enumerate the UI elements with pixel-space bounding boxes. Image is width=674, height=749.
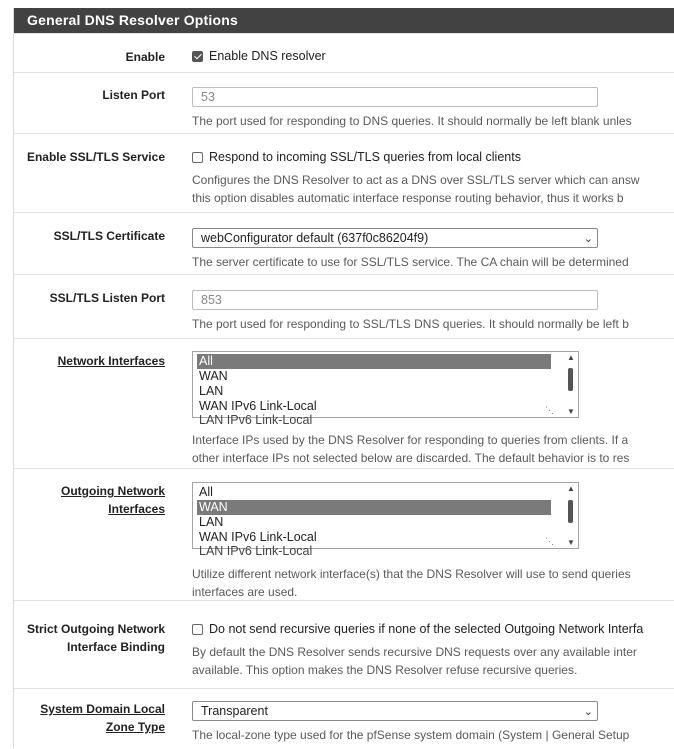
ssl-tls-service-label: Enable SSL/TLS Service [26,150,165,164]
network-interfaces-label[interactable] [14,352,165,370]
strict-binding-help-1: By default the DNS Resolver sends recursive DNS requests over any available inter [192,645,637,659]
strict-binding-help-2: available. This option makes the DNS Resolver refuse recursive queries. [192,663,578,677]
list-item[interactable]: WAN [199,369,228,383]
strict-binding-label-1: Strict Outgoing Network [27,622,165,636]
ssl-tls-service-help-2: this option disables automatic interface response routing behavior, thus it works b [192,191,624,205]
enable-checkbox[interactable] [192,51,203,62]
ssl-tls-service-checkbox-label[interactable]: Respond to incoming SSL/TLS queries from local clients [209,150,521,164]
list-item[interactable]: WAN [197,500,551,515]
resize-grip-icon[interactable]: ⋱ [545,536,554,546]
list-item[interactable]: All [197,354,551,369]
list-item[interactable]: WAN IPv6 Link-Local [199,399,317,413]
listen-port-label: Listen Port [102,88,165,102]
system-domain-zone-select[interactable] [192,701,598,721]
ssl-tls-service-checkbox[interactable] [192,152,203,163]
strict-binding-label [14,620,165,656]
strict-binding-label-2: Interface Binding [66,640,165,654]
list-item[interactable]: LAN [199,515,224,529]
list-item[interactable]: All [199,485,213,499]
panel-title: General DNS Resolver Options [14,8,674,33]
strict-binding-row [14,600,674,689]
scroll-up-icon[interactable]: ▲ [567,353,575,362]
network-interfaces-help-2: other interface IPs not selected below are discarded. The default behavior is to res [192,451,630,465]
list-item[interactable]: LAN IPv6 Link-Local [199,544,313,558]
chevron-down-icon: ⌄ [583,706,593,718]
system-domain-zone-help: The local-zone type used for the pfSense system domain (System | General Setup [192,728,630,742]
network-interfaces-row [14,338,674,469]
strict-binding-checkbox-label[interactable]: Do not send recursive queries if none of the selected Outgoing Network Interfa [209,622,644,636]
system-domain-zone-row [14,688,674,749]
ssl-tls-service-help-1: Configures the DNS Resolver to act as a DNS over SSL/TLS server which can answ [192,173,640,187]
ssl-tls-listen-port-row [14,274,674,339]
system-domain-zone-label[interactable] [14,700,165,736]
scroll-down-icon[interactable]: ▼ [567,538,575,547]
outgoing-interfaces-label-2[interactable]: Interfaces [108,502,165,516]
scrollbar[interactable] [564,352,578,417]
network-interfaces-label-text[interactable]: Network Interfaces [57,354,165,368]
network-interfaces-help-1: Interface IPs used by the DNS Resolver for responding to queries from clients. If a [192,433,629,447]
listen-port-row [14,72,674,134]
network-interfaces-listbox[interactable] [192,351,579,427]
ssl-tls-certificate-select[interactable] [192,228,598,248]
scroll-down-icon[interactable]: ▼ [567,407,575,416]
enable-row [14,33,674,73]
list-item[interactable]: LAN [199,384,224,398]
strict-binding-checkbox-group[interactable] [192,622,643,636]
outgoing-interfaces-label-1[interactable]: Outgoing Network [61,484,165,498]
ssl-tls-service-checkbox-group[interactable] [192,150,521,164]
list-item[interactable]: LAN IPv6 Link-Local [199,413,313,427]
ssl-tls-certificate-label: SSL/TLS Certificate [53,229,165,243]
outgoing-interfaces-listbox[interactable] [192,482,579,558]
system-domain-zone-value: Transparent [201,704,268,718]
ssl-tls-certificate-row [14,212,674,275]
chevron-down-icon: ⌄ [583,233,593,245]
ssl-tls-listen-port-help: The port used for responding to SSL/TLS DNS queries. It should normally be left b [192,317,629,331]
ssl-tls-listen-port-input[interactable]: 853 [192,290,598,310]
scrollbar-thumb[interactable] [568,368,573,391]
general-dns-resolver-panel [13,8,674,748]
ssl-tls-certificate-help: The server certificate to use for SSL/TLS service. The CA chain will be determined [192,255,629,269]
listen-port-help: The port used for responding to DNS queries. It should normally be left blank unles [192,114,632,128]
outgoing-interfaces-help-2: interfaces are used. [192,585,298,599]
system-domain-zone-label-1[interactable]: System Domain Local [40,702,165,716]
ssl-tls-certificate-value: webConfigurator default (637f0c86204f9) [201,231,429,245]
list-item[interactable]: WAN IPv6 Link-Local [199,530,317,544]
system-domain-zone-label-2[interactable]: Zone Type [105,720,165,734]
outgoing-interfaces-label[interactable] [14,482,165,518]
scrollbar[interactable] [564,483,578,548]
scrollbar-thumb[interactable] [568,500,573,523]
enable-checkbox-label[interactable]: Enable DNS resolver [209,49,326,63]
enable-checkbox-group[interactable] [192,49,326,63]
resize-grip-icon[interactable]: ⋱ [545,405,554,415]
listen-port-input[interactable]: 53 [192,87,598,107]
ssl-tls-listen-port-label: SSL/TLS Listen Port [49,291,165,305]
scroll-up-icon[interactable]: ▲ [567,484,575,493]
strict-binding-checkbox[interactable] [192,624,203,635]
ssl-tls-service-row [14,133,674,213]
enable-label: Enable [125,50,165,64]
outgoing-interfaces-help-1: Utilize different network interface(s) that the DNS Resolver will use to send queries [192,567,631,581]
outgoing-interfaces-row [14,468,674,601]
